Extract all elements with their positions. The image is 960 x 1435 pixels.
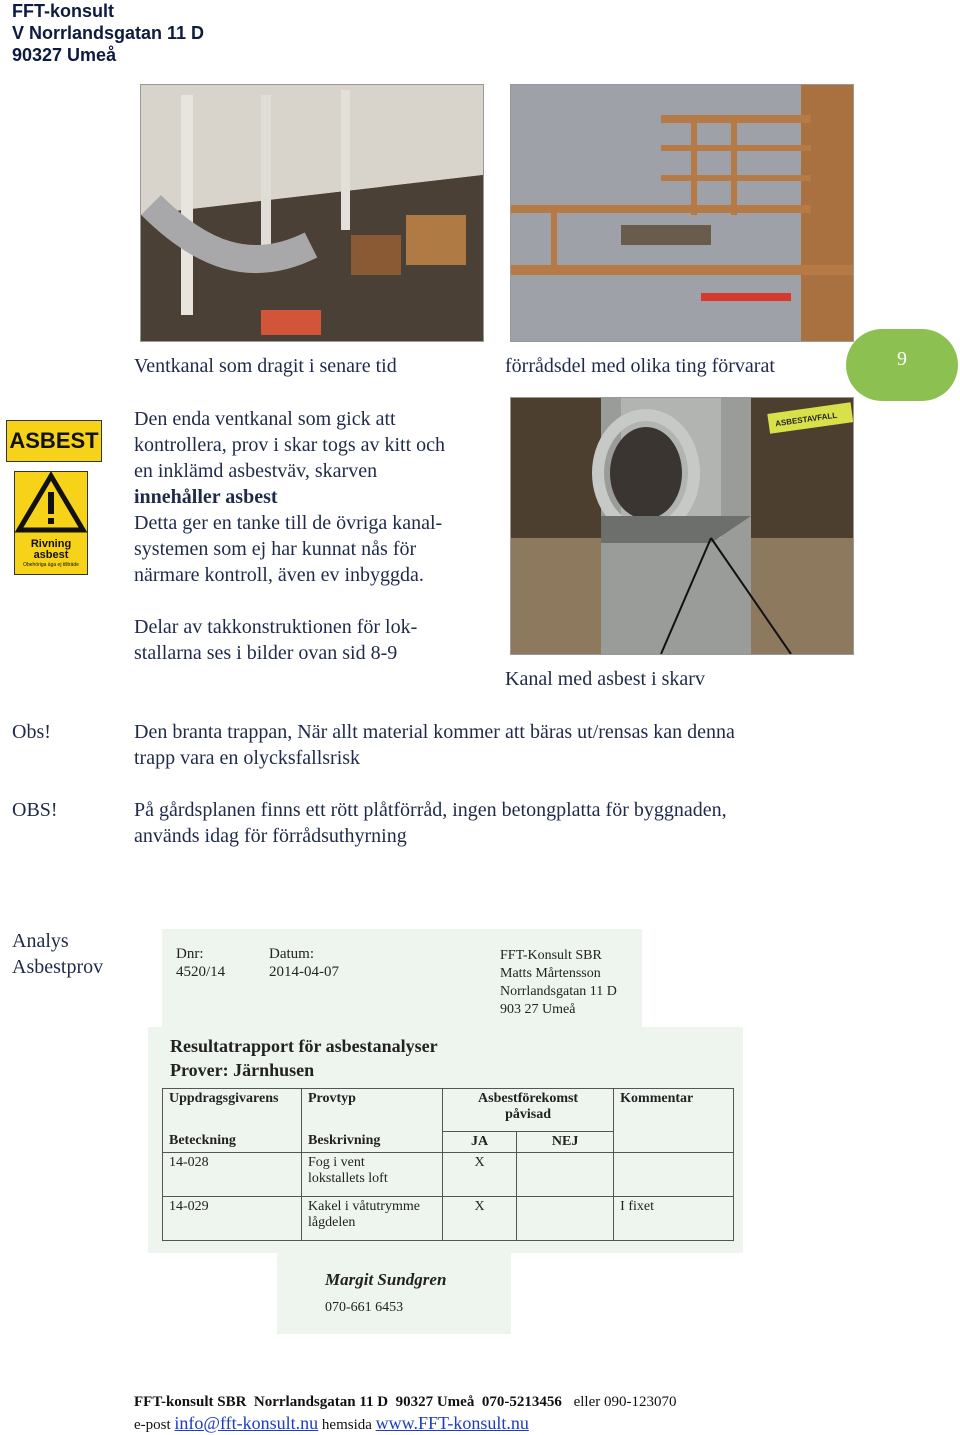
table-row: [163, 1196, 734, 1240]
p1-line: Detta ger en tanke till de övriga kanal-: [134, 512, 443, 534]
footer-email-link[interactable]: info@fft-konsult.nu: [174, 1413, 319, 1433]
row-nej: [517, 1152, 614, 1196]
company-street: V Norrlandsgatan 11 D: [12, 23, 205, 43]
note-line: På gårdsplanen finns ett rött plåtförråd, ingen betongplatta för byggnaden,: [134, 799, 727, 821]
storage-caption: förrådsdel med olika ting förvarat: [505, 355, 775, 377]
report-datum: [269, 945, 339, 981]
row-desc-line: lokstallets loft: [308, 1170, 388, 1186]
asbestos-paragraph: [134, 406, 504, 588]
analysis-label-line: Analys: [12, 930, 69, 952]
roof-paragraph: [134, 614, 504, 666]
attic-caption: Ventkanal som dragit i senare tid: [134, 355, 397, 377]
report-recipient: [500, 947, 617, 1019]
col-asbest: [443, 1089, 614, 1132]
warning-triangle-icon: [15, 472, 87, 534]
row-nej: [517, 1196, 614, 1240]
page-number-badge: 9: [846, 329, 958, 401]
duct-caption: Kanal med asbest i skarv: [505, 668, 705, 690]
col-nej: NEJ: [517, 1131, 614, 1152]
footer-contact: [134, 1394, 676, 1411]
company-header: [12, 0, 204, 66]
footer-website-link[interactable]: www.FFT-konsult.nu: [375, 1413, 529, 1433]
attic-photo-drawing: [141, 85, 483, 341]
duct-photo: [510, 397, 854, 655]
rivning-label-1: Rivning: [30, 538, 72, 550]
footer-line1: FFT-konsult SBR Norrlandsgatan 11 D 90327 Umeå 070-5213456: [134, 1394, 562, 1410]
col-provtyp: Provtyp: [302, 1089, 443, 1132]
asbest-sign: [6, 420, 102, 462]
report-signature-scan: [277, 1252, 511, 1334]
col-uppdrag: Uppdragsgivarens: [163, 1089, 302, 1132]
footer-line1-tail: eller 090-123070: [573, 1394, 677, 1410]
note-line: trapp vara en olycksfallsrisk: [134, 747, 361, 769]
row-id: 14-029: [163, 1196, 302, 1240]
company-city: 90327 Umeå: [12, 45, 117, 65]
note-line: används idag för förrådsuthyrning: [134, 825, 407, 847]
p2-line: stallarna ses i bilder ovan sid 8-9: [134, 642, 398, 664]
col-beskrivning: Beskrivning: [302, 1131, 443, 1152]
datum-label: Datum:: [269, 946, 314, 962]
recipient-line: Matts Mårtensson: [500, 966, 601, 981]
storage-photo-drawing: [511, 85, 853, 341]
row-desc-line: Kakel i våtutrymme: [308, 1198, 420, 1214]
asbestos-results-table: [162, 1088, 734, 1241]
duct-photo-drawing: [511, 398, 853, 654]
p1-line: Den enda ventkanal som gick att: [134, 408, 396, 430]
col-ja: JA: [443, 1131, 517, 1152]
report-subtitle: Prover: Järnhusen: [170, 1060, 315, 1080]
report-title-text: Resultatrapport för asbestanalyser: [170, 1036, 438, 1056]
row-id: 14-028: [163, 1152, 302, 1196]
rivning-label-2: asbest: [33, 549, 69, 561]
p1-line: en inklämd asbestväv, skarven: [134, 460, 378, 482]
footer-hemsida-label: hemsida: [321, 1417, 372, 1433]
storage-photo: [510, 84, 854, 342]
row-comment: I fixet: [614, 1196, 734, 1240]
row-desc: [302, 1152, 443, 1196]
note-label: Obs!: [12, 721, 51, 743]
dnr-label: Dnr:: [176, 946, 204, 962]
analysis-label: [12, 928, 103, 980]
col-kommentar: Kommentar: [614, 1089, 734, 1132]
row-desc-line: lågdelen: [308, 1214, 356, 1230]
report-title: [170, 1034, 438, 1082]
recipient-line: Norrlandsgatan 11 D: [500, 984, 617, 999]
attic-photo: [140, 84, 484, 342]
report-dnr: [176, 945, 225, 981]
asbest-sign-label: ASBEST: [9, 428, 99, 453]
p2-line: Delar av takkonstruktionen för lok-: [134, 616, 418, 638]
col-beteckning: Beteckning: [163, 1131, 302, 1152]
footer-links: [134, 1413, 529, 1434]
row-desc-line: Fog i vent: [308, 1154, 365, 1170]
datum-value: 2014-04-07: [269, 964, 339, 980]
col-kommentar-empty: [614, 1131, 734, 1152]
recipient-line: FFT-Konsult SBR: [500, 948, 602, 963]
report-signature: Margit Sundgren: [325, 1270, 447, 1289]
row-ja: X: [443, 1152, 517, 1196]
table-header-row: [163, 1089, 734, 1132]
company-name: FFT-konsult: [12, 1, 114, 21]
p1-bold-line: innehåller asbest: [134, 486, 278, 508]
report-phone: 070-661 6453: [325, 1300, 404, 1315]
table-row: [163, 1152, 734, 1196]
col-asbest-line: Asbestförekomst: [478, 1091, 579, 1106]
note-label: OBS!: [12, 799, 58, 821]
p1-line: närmare kontroll, även ev inbyggda.: [134, 564, 424, 586]
p1-line: systemen som ej har kunnat nås för: [134, 538, 417, 560]
note-line: Den branta trappan, När allt material kommer att bäras ut/rensas kan denna: [134, 721, 735, 743]
analysis-label-line: Asbestprov: [12, 956, 104, 978]
note-text: [134, 719, 944, 771]
row-comment: [614, 1152, 734, 1196]
row-desc: [302, 1196, 443, 1240]
note-text: [134, 797, 944, 849]
footer-epost-label: e-post: [134, 1417, 171, 1433]
row-ja: X: [443, 1196, 517, 1240]
dnr-value: 4520/14: [176, 964, 226, 980]
rivning-asbest-sign: [14, 471, 88, 575]
rivning-small-text: Obehöriga äga ej tillträde: [23, 562, 79, 568]
col-asbest-line: påvisad: [505, 1107, 552, 1122]
table-subheader-row: [163, 1131, 734, 1152]
recipient-line: 903 27 Umeå: [500, 1002, 576, 1017]
p1-line: kontrollera, prov i skar togs av kitt och: [134, 434, 446, 456]
asbestavfall-tape-label: ASBESTAVFALL: [774, 410, 838, 429]
